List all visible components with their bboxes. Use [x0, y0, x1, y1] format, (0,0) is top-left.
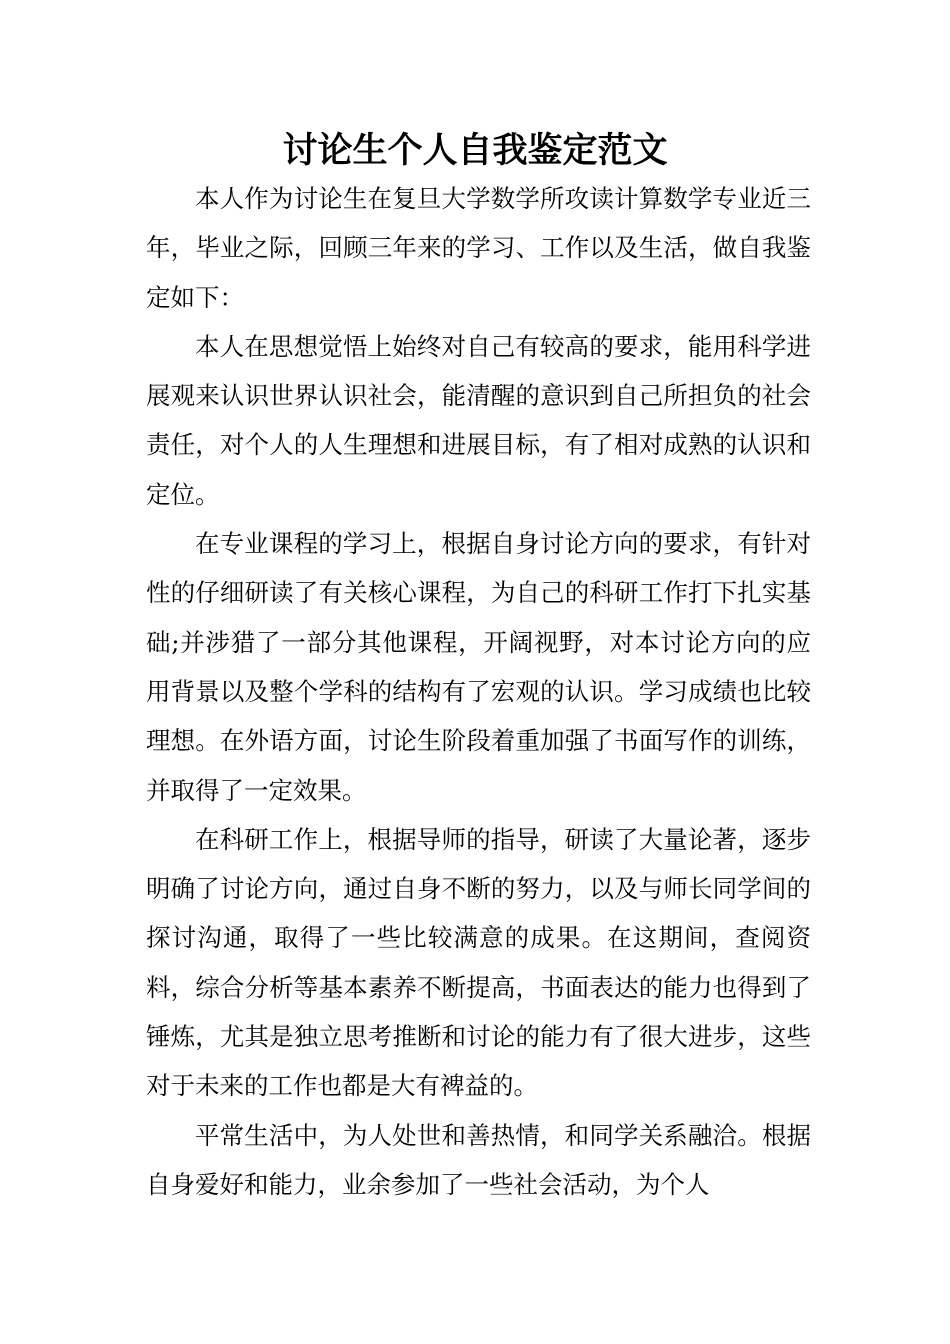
document-title: 讨论生个人自我鉴定范文: [282, 131, 668, 171]
document-body: [146, 174, 811, 1209]
paragraph-coursework: 在专业课程的学习上，根据自身讨论方向的要求，有针对性的仔细研读了有关核心课程，为自己的科研工作打下扎实基础;并涉猎了一部分其他课程，开阔视野，对本讨论方向的应用背景以及整个学科的结构有了宏观的认识。学习成绩也比较理想。在外语方面，讨论生阶段着重加强了书面写作的训练，并取得了一定效果。: [146, 529, 811, 805]
paragraph-daily-life: 平常生活中，为人处世和善热情，和同学关系融洽。根据自身爱好和能力，业余参加了一些社会活动，为个人: [146, 1120, 811, 1199]
paragraph-intro: 本人作为讨论生在复旦大学数学所攻读计算数学专业近三年，毕业之际，回顾三年来的学习、工作以及生活，做自我鉴定如下：: [146, 184, 811, 312]
paragraph-research: 在科研工作上，根据导师的指导，研读了大量论著，逐步明确了讨论方向，通过自身不断的努力，以及与师长同学间的探讨沟通，取得了一些比较满意的成果。在这期间，查阅资料，综合分析等基本素养不断提高，书面表达的能力也得到了锤炼，尤其是独立思考推断和讨论的能力有了很大进步，这些对于未来的工作也都是大有裨益的。: [146, 824, 811, 1101]
paragraph-ideology: 本人在思想觉悟上始终对自己有较高的要求，能用科学进展观来认识世界认识社会，能清醒的意识到自己所担负的社会责任，对个人的人生理想和进展目标，有了相对成熟的认识和定位。: [146, 331, 811, 509]
